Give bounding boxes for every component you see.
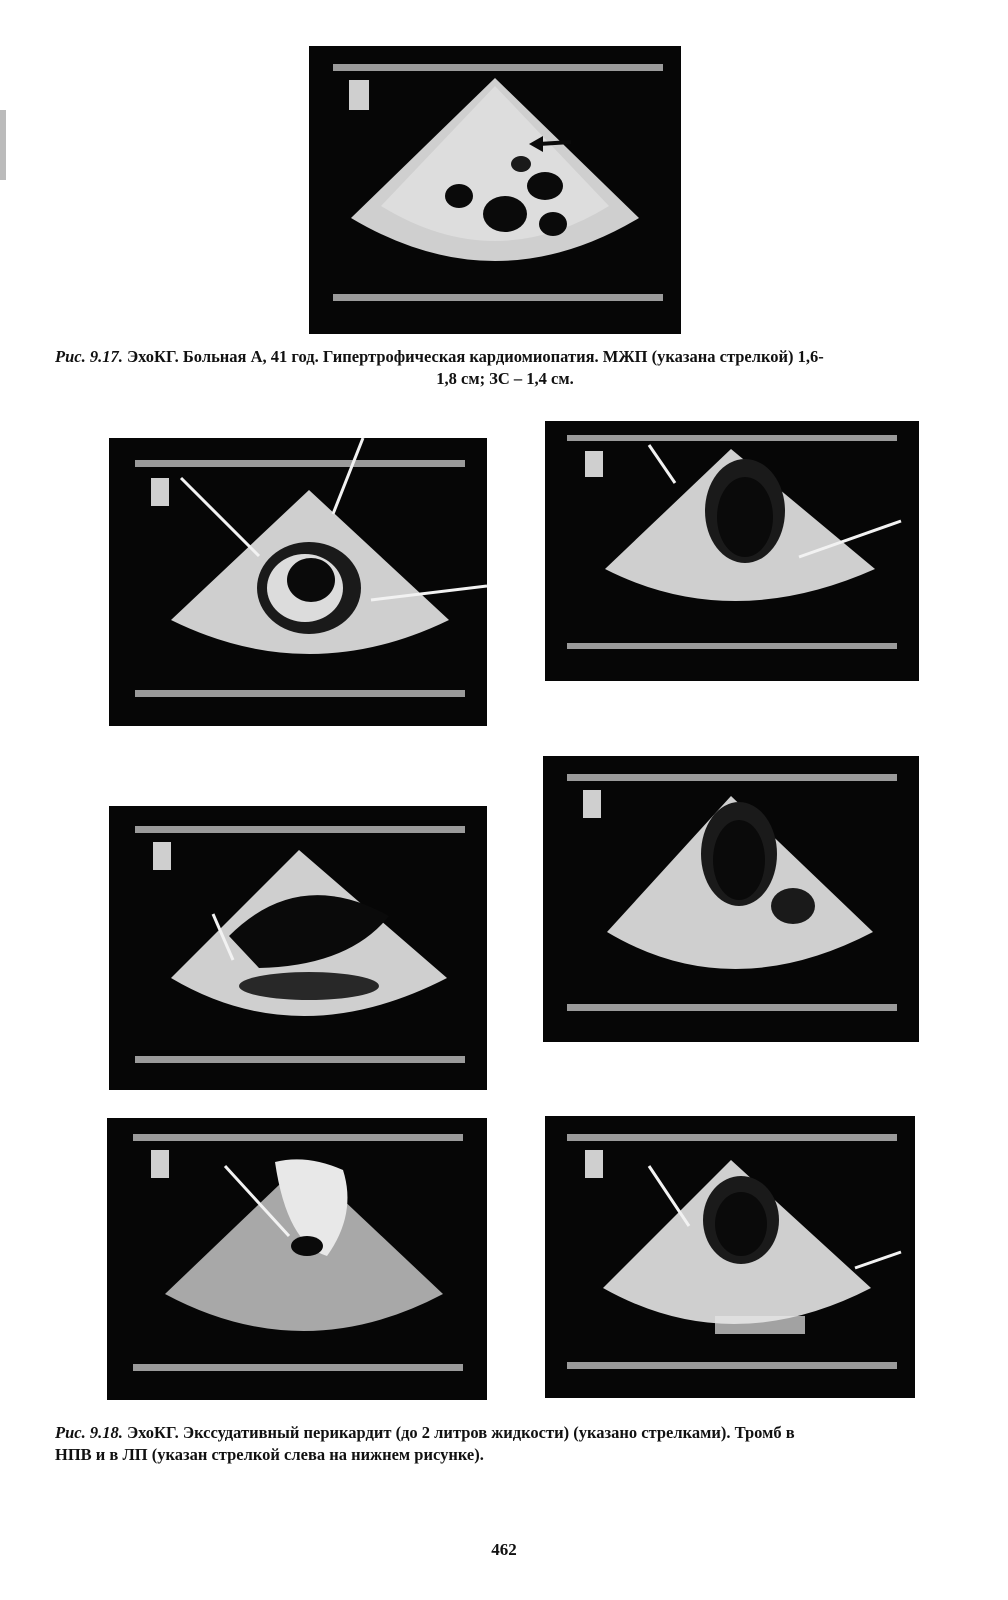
page-number: 462 [491, 1540, 517, 1559]
echo-scan-graphic [309, 46, 681, 334]
caption-label: Рис. 9.18. [55, 1423, 123, 1442]
echo-image-9-18-panel-5 [107, 1118, 487, 1400]
echo-scan-graphic [545, 421, 919, 681]
echo-image-9-17 [309, 46, 681, 334]
echo-scan-graphic [109, 438, 487, 726]
caption-text: ЭхоКГ. Экссудативный перикардит (до 2 литров жидкости) (указано стрелками). Тромб в [122, 1423, 795, 1442]
figure-caption-9-17 [55, 346, 955, 390]
echo-scan-graphic [109, 806, 487, 1090]
caption-text-line2: 1,8 см; ЗС – 1,4 см. [436, 369, 574, 388]
echo-image-9-18-panel-1 [109, 438, 487, 726]
echo-image-9-18-panel-4 [543, 756, 919, 1042]
echo-scan-graphic [107, 1118, 487, 1400]
echo-image-9-18-panel-3 [109, 806, 487, 1090]
echo-scan-graphic [545, 1116, 915, 1398]
echo-image-9-18-panel-2 [545, 421, 919, 681]
caption-text: ЭхоКГ. Больная А, 41 год. Гипертрофическая кардиомиопатия. МЖП (указана стрелкой) 1,6- [122, 347, 824, 366]
scan-margin-mark [0, 110, 6, 180]
caption-label: Рис. 9.17. [55, 347, 123, 366]
echo-scan-graphic [543, 756, 919, 1042]
figure-caption-9-18 [55, 1422, 955, 1466]
echo-image-9-18-panel-6 [545, 1116, 915, 1398]
caption-text-line2: НПВ и в ЛП (указан стрелкой слева на нижнем рисунке). [55, 1445, 484, 1464]
